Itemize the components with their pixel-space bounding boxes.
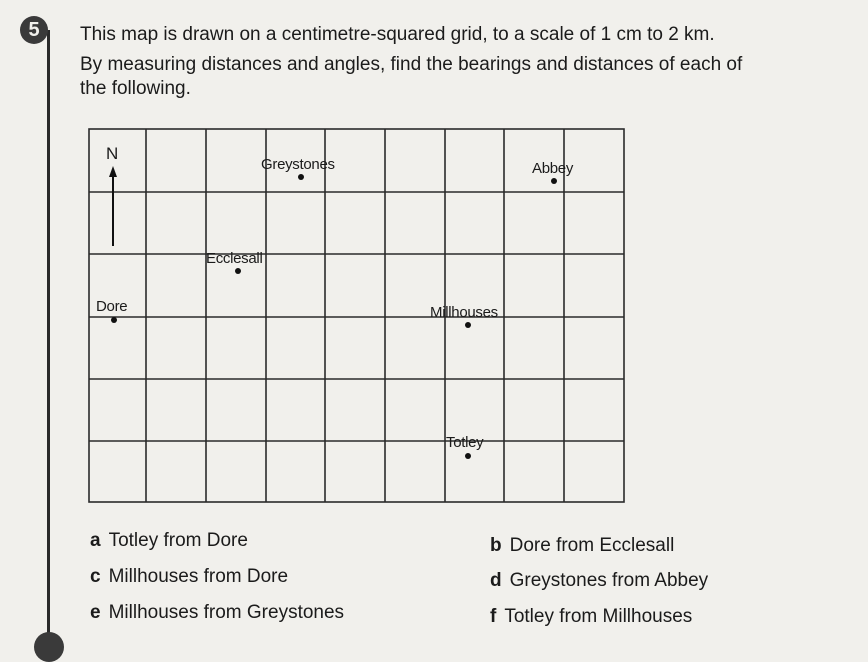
question-number-badge: 5	[20, 16, 48, 44]
place-label-millhouses: Millhouses	[430, 304, 498, 321]
question-text: Dore from Ecclesall	[509, 535, 675, 556]
question-letter: d	[490, 570, 502, 591]
question-letter: b	[490, 535, 502, 556]
map-border	[89, 129, 624, 502]
question-item-f	[490, 606, 692, 628]
north-label: N	[106, 144, 119, 163]
question-item-a	[90, 530, 248, 552]
question-item-e	[90, 602, 344, 624]
intro-line-3: the following.	[80, 78, 191, 99]
question-intro	[80, 20, 850, 104]
place-marker-greystones	[298, 174, 304, 180]
page-corner-marker	[34, 632, 64, 662]
intro-line-2: By measuring distances and angles, find the bearings and distances of each of	[80, 54, 743, 75]
place-marker-millhouses	[465, 322, 471, 328]
place-marker-dore	[111, 317, 117, 323]
place-label-greystones: Greystones	[261, 156, 335, 173]
question-text: Millhouses from Dore	[108, 566, 289, 587]
place-label-abbey: Abbey	[532, 160, 574, 177]
place-label-dore: Dore	[96, 298, 128, 315]
question-letter: a	[90, 530, 101, 551]
place-marker-abbey	[551, 178, 557, 184]
intro-line-1: This map is drawn on a centimetre-squared grid, to a scale of 1 cm to 2 km.	[80, 24, 715, 45]
question-text: Totley from Millhouses	[504, 606, 693, 627]
question-letter: e	[90, 602, 101, 623]
question-text: Totley from Dore	[108, 530, 248, 551]
question-item-c	[90, 566, 288, 588]
question-text: Greystones from Abbey	[509, 570, 709, 591]
north-arrow	[109, 166, 117, 246]
place-label-ecclesall: Ecclesall	[206, 250, 263, 267]
question-item-d	[490, 570, 708, 592]
place-label-totley: Totley	[446, 434, 484, 451]
place-marker-ecclesall	[235, 268, 241, 274]
question-letter: c	[90, 566, 101, 587]
question-letter: f	[490, 606, 497, 627]
map-grid	[88, 128, 626, 504]
question-item-b	[490, 535, 674, 557]
margin-line	[47, 30, 50, 650]
grid-map	[88, 128, 626, 504]
place-marker-totley	[465, 453, 471, 459]
question-text: Millhouses from Greystones	[108, 602, 345, 623]
